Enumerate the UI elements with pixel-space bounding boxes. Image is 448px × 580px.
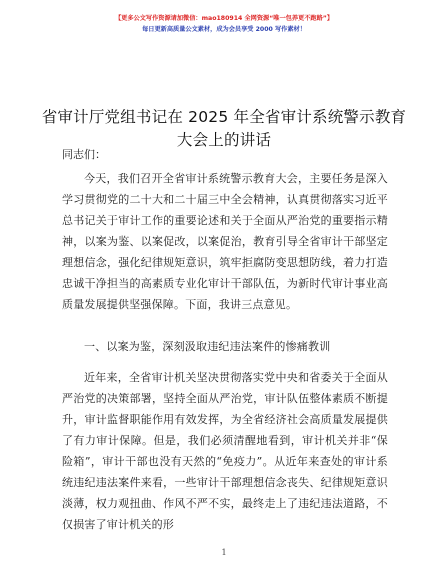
promo-line-1: 【更多公文写作资源请加微信：mao180914 全网资源“唯一包养更不跑路”】 <box>114 15 334 22</box>
body-paragraph-1: 今天，我们召开全省审计系统警示教育大会，主要任务是深入学习贯彻党的二十大和二十届三中全会精神，认真贯彻落实习近平总书记关于审计工作的重要论述和关于全面从严治党的重要指示精神，以案为鉴、以案促改，以案促治，教育引导全省审计干部坚定理想信念，强化纪律规矩意识，筑牢拒腐防变思想防线，着力打造忠诚干净担当的高素质专业化审计干部队伍，为新时代审计事业高质量发展提供坚强保障。下面，我讲三点意见。 <box>62 172 388 311</box>
section-heading-1: 一、以案为鉴，深刻汲取违纪违法案件的惨痛教训 <box>84 340 331 353</box>
body-paragraph-2: 近年来，全省审计机关坚决贯彻落实党中央和省委关于全面从严治党的决策部署，坚持全面从严治党，审计队伍整体素质不断提升，审计监督职能作用有效发挥，为全省经济社会高质量发展提供了有力审计保障。但是，我们必须清醒地看到，审计机关并非“保险箱”，审计干部也没有天然的“免疫力”。从近年来查处的审计系统违纪违法案件来看，一些审计干部理想信念丧失、纪律规矩意识淡薄，权力观扭曲、作风不严不实，最终走上了违纪违法道路，不仅损害了审计机关的形 <box>62 371 388 531</box>
page-number: 1 <box>221 548 227 557</box>
promo-line-2: 每日更新高质量公文素材，成为会员享受 2000 写作素材！ <box>142 26 306 33</box>
greeting: 同志们： <box>62 148 106 161</box>
document-title: 省审计厅党组书记在 2025 年全省审计系统警示教育大会上的讲话 <box>41 108 407 149</box>
